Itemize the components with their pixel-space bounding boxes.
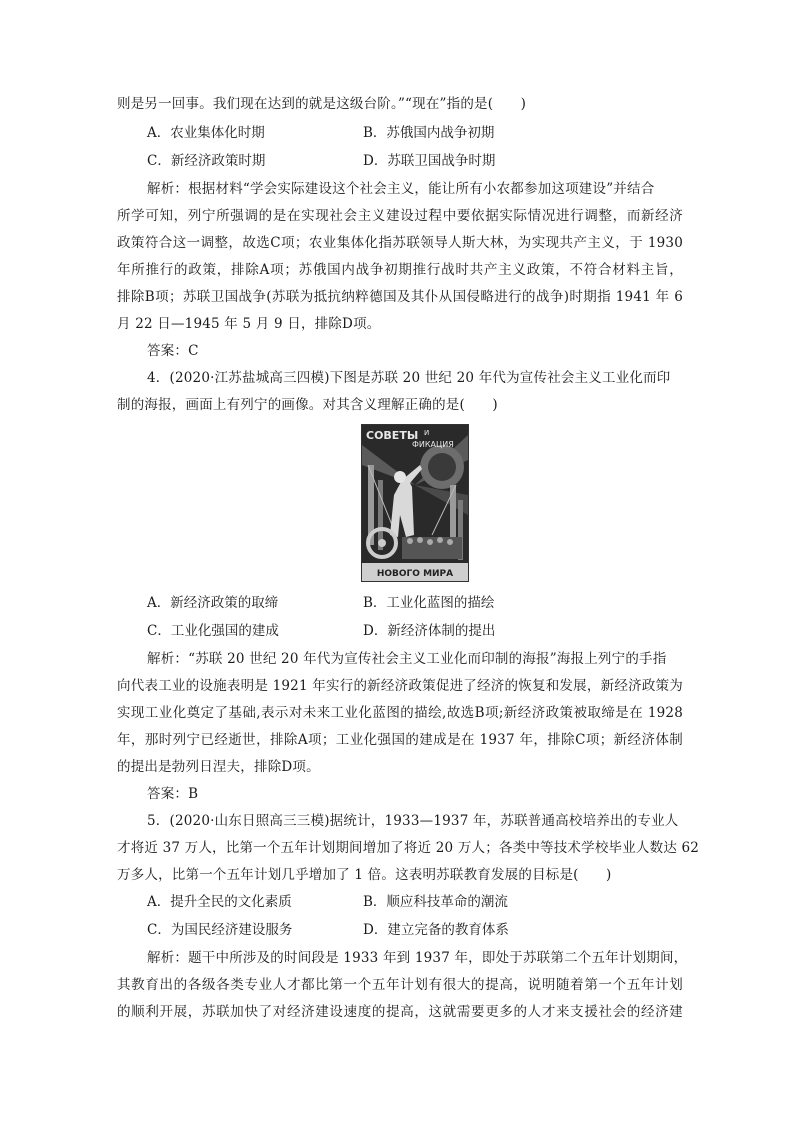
q4-stem-line: 4．(2020·江苏盐城高三四模)下图是苏联 20 世纪 20 年代为宣传社会主义工业化而印 bbox=[147, 370, 671, 386]
q3-analysis-line: 年所推行的政策，排除A项；苏俄国内战争初期推行战时共产主义政策，不符合材料主旨， bbox=[117, 262, 683, 278]
poster-top-small: И bbox=[424, 429, 430, 437]
q4-option-d: D．新经济体制的提出 bbox=[363, 623, 496, 639]
poster-illustration bbox=[362, 425, 468, 581]
q3-analysis-line: 政策符合这一调整，故选C项；农业集体化指苏联领导人斯大林，为实现共产主义，于 1930 bbox=[117, 235, 683, 251]
q5-analysis-line: 的顺利开展，苏联加快了对经济建设速度的提高，这就需要更多的人才来支援社会的经济建 bbox=[117, 1004, 683, 1020]
q3-analysis-line: 解析：根据材料“学会实际建设这个社会主义，能让所有小农都参加这项建设”并结合 bbox=[147, 181, 655, 197]
q5-option-d: D．建立完备的教育体系 bbox=[363, 922, 509, 938]
q4-option-c: C．工业化强国的建成 bbox=[147, 623, 279, 639]
q4-answer: 答案：B bbox=[147, 786, 199, 802]
q5-analysis-line: 其教育出的各级各类专业人才都比第一个五年计划有很大的提高，说明随着第一个五年计划 bbox=[117, 977, 683, 993]
q5-option-a: A．提升全民的文化素质 bbox=[147, 894, 292, 910]
poster-top-text: СОВЕТЫ bbox=[366, 429, 419, 442]
lenin-poster-image bbox=[361, 424, 469, 582]
q3-stem-end: 则是另一回事。我们现在达到的就是这级台阶。”“现在”指的是( ) bbox=[117, 96, 527, 112]
q5-stem-line: 万多人，比第一个五年计划几乎增加了 1 倍。这表明苏联教育发展的目标是( ) bbox=[117, 867, 612, 883]
q3-option-c: C．新经济政策时期 bbox=[147, 153, 266, 169]
q4-analysis-line: 的提出是勃列日涅夫，排除D项。 bbox=[117, 759, 320, 775]
q4-option-b: B．工业化蓝图的描绘 bbox=[363, 595, 495, 611]
q3-option-b: B．苏俄国内战争初期 bbox=[363, 125, 495, 141]
q5-option-b: B．顺应科技革命的潮流 bbox=[363, 894, 508, 910]
q3-answer: 答案：C bbox=[147, 343, 199, 359]
q3-analysis-line: 月 22 日—1945 年 5 月 9 日，排除D项。 bbox=[117, 316, 381, 332]
q4-option-a: A．新经济政策的取缔 bbox=[147, 595, 279, 611]
q3-option-a: A．农业集体化时期 bbox=[147, 125, 265, 141]
q5-stem-line: 5．(2020·山东日照高三三模)据统计，1933—1937 年，苏联普通高校培养出的专业人 bbox=[147, 813, 679, 829]
q5-stem-line: 才将近 37 万人，比第一个五年计划期间增加了将近 20 万人；各类中等技术学校毕业人数达 62 bbox=[117, 840, 700, 856]
q4-analysis-line: 实现工业化奠定了基础,表示对未来工业化蓝图的描绘,故选B项;新经济政策被取缔是在 1928 bbox=[117, 705, 683, 721]
q5-analysis-line: 解析：题干中所涉及的时间段是 1933 年到 1937 年，即处于苏联第二个五年计划期间， bbox=[147, 950, 688, 966]
poster-top-text-2: ФИКАЦИЯ bbox=[412, 440, 454, 449]
q4-analysis-line: 年，那时列宁已经逝世，排除A项；工业化强国的建成是在 1937 年，排除C项；新经济体制 bbox=[117, 732, 683, 748]
q4-stem-line: 制的海报，画面上有列宁的画像。对其含义理解正确的是( ) bbox=[117, 397, 498, 413]
q4-analysis-line: 解析：“苏联 20 世纪 20 年代为宣传社会主义工业化而印制的海报”海报上列宁的手指 bbox=[147, 651, 667, 667]
q4-analysis-line: 向代表工业的设施表明是 1921 年实行的新经济政策促进了经济的恢复和发展，新经济政策为 bbox=[117, 678, 683, 694]
q3-option-d: D．苏联卫国战争时期 bbox=[363, 153, 496, 169]
q5-option-c: C．为国民经济建设服务 bbox=[147, 922, 293, 938]
poster-bottom-text: НОВОГО МИРА bbox=[376, 569, 454, 579]
q3-analysis-line: 排除B项；苏联卫国战争(苏联为抵抗纳粹德国及其仆从国侵略进行的战争)时期指 1941 年 6 bbox=[117, 289, 683, 305]
q3-analysis-line: 所学可知，列宁所强调的是在实现社会主义建设过程中要依据实际情况进行调整，而新经济 bbox=[117, 208, 683, 224]
